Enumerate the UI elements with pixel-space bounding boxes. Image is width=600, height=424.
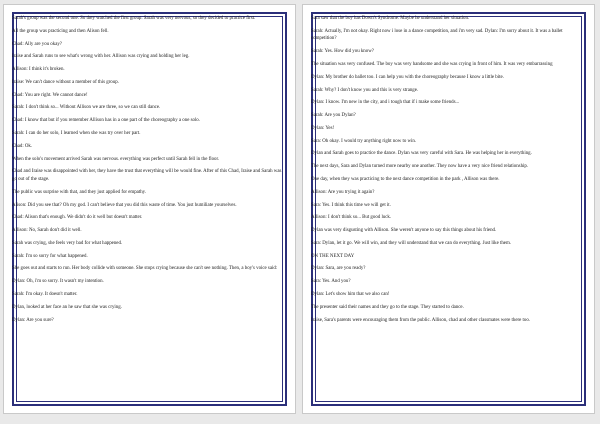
paragraph: Chad: You are right. We cannot dance! [12,92,88,98]
paragraph: Chad: I know that but if you remember Allison has in a one part of the choreography a one solo. [12,118,200,124]
paragraph: Sarah: I can do her solo, I learned when she was try over her part. [12,131,141,137]
paragraph: Sarah: Yes. How did you know? [311,49,374,55]
paragraph: One day, when they was practicing to the next dance competition in the park , Allison was there. [311,176,500,182]
paragraph: Dylan: Are you sure? [12,317,54,323]
paragraph: She goes out and starts to run. Her body collide with someone. She stops crying because she can't see nothing. Then, a boy's voice said: [12,266,278,272]
paragraph: Allison: No, Sarah don't did it well. [12,228,82,234]
paragraph: Dylan: Let's show him that we also can! [311,292,390,297]
paragraph: Sara saw that the boy has Down's Syndrome. Maybe he understand her situation. [311,16,470,21]
paragraph: Allison: Are you trying it again? [311,189,375,195]
paragraph: When the solo's movement arrived Sarah was nervous. everything was perfect until Sarah fell in the floor. [12,156,220,162]
paragraph: Sarah: Are you Dylan? [311,113,356,119]
paragraph: Sarah: I'm okay. It doesn't matter. [12,292,78,297]
paragraph: Sara: Yes. I think this time we will get it. [311,202,391,208]
paragraph: Chad: Ok. [12,143,33,149]
paragraph: Dylan: Oh, i'm so sorry. It wasn't my intention. [12,279,104,285]
paragraph: Sarah: I don't think so... Without Allison we are three, so we can still dance. [12,105,161,111]
paragraph: The presenter said their names and they go to the stage. They started to dance. [311,304,464,310]
paragraph: All the group was practicing and then Alison fell. [12,28,109,34]
paragraph: Sara: Oh okay. I would try anything right now to win. [311,138,417,144]
paragraph: Allison: I don't think so... But good luck. [311,215,392,221]
paragraph: Sarah was crying, she feels very bad for what happened. [12,240,123,246]
paragraph: Allison: I think it's broken. [12,67,65,73]
paragraph: Sarah: Why? I don't know you and this is very strange. [311,87,419,93]
paragraph: The public was surprise with that, and they just applied for empathy. [12,189,147,195]
left-page-text [12,15,287,407]
paragraph: Sara: Dylan, let it go. We will win, and they will understand that we can do everything. Just like them. [311,240,511,246]
paragraph: Iraise and Sarah runs to see what's wrong with her. Allison was crying and holding her leg. [12,54,190,60]
right-page [302,4,595,414]
paragraph: ON THE NEXT DAY [311,253,355,259]
paragraph: Dylan was very disgusting with Allison. She weren't anyone to say this things about his friend. [311,228,497,234]
paragraph: Dylan: My brother do ballet too. I can help you with the choreography because I know a little bite. [311,74,504,80]
paragraph: Dylan: I know. I'm new in the city, and i tough that if i make some friends... [311,100,460,106]
paragraph: Chad: Alison that's enough. We didn't do it well but doesn't matter. [12,215,143,221]
left-page [3,4,296,414]
paragraph: Dylan: Yes! [311,125,335,131]
paragraph: Iraise: We can't dance without a member of this group. [12,79,119,85]
paragraph: Sarah: Actually, I'm not okay. Right now i lose in a dance competition, and i'm very sad. Dylan: I'm sorry about it. It was a ballet competition? [311,28,563,42]
paragraph: Sarah's group was the second one. So they watched the first group. Sarah was very nervous, so they decided to practice first. [12,16,256,21]
paragraph: Sarah: I'm so sorry for what happened. [12,253,88,259]
paragraph: Dylan, looked at her face an he saw that she was crying. [12,304,122,310]
right-page-text [311,15,586,407]
paragraph: Chad and Iraise was disappointed with her, they have the trust that everything will be would fine. After of this Chad, Iraise and Sarah was go out of the stage. [12,169,282,182]
paragraph: Iraise, Sara's parents were encouraging them from the public. Allison, chad and other classmates were there too. [311,317,530,323]
paragraph: Chad: Ally are you okay? [12,41,62,47]
paragraph: Sara: Yes. And you? [311,279,351,285]
paragraph: The next days, Sara and Dylan turned more nearby one another. They now have a very nice friend relationship. [311,164,529,170]
paragraph: Dylan: Sara, are you ready? [311,266,366,272]
paragraph: The situation was very confused. The boy was very handsome and she was crying in front of him. It was very embarrassing [311,61,553,67]
paragraph: Dylan and Sarah goes to practice the dance. Dylan was very careful with Sara. He was helping her in everything. [311,151,532,157]
paragraph: Alison: Did you see that? Oh my god. I can't believe that you did this waste of time. You just humiliate yourselves. [12,202,237,208]
